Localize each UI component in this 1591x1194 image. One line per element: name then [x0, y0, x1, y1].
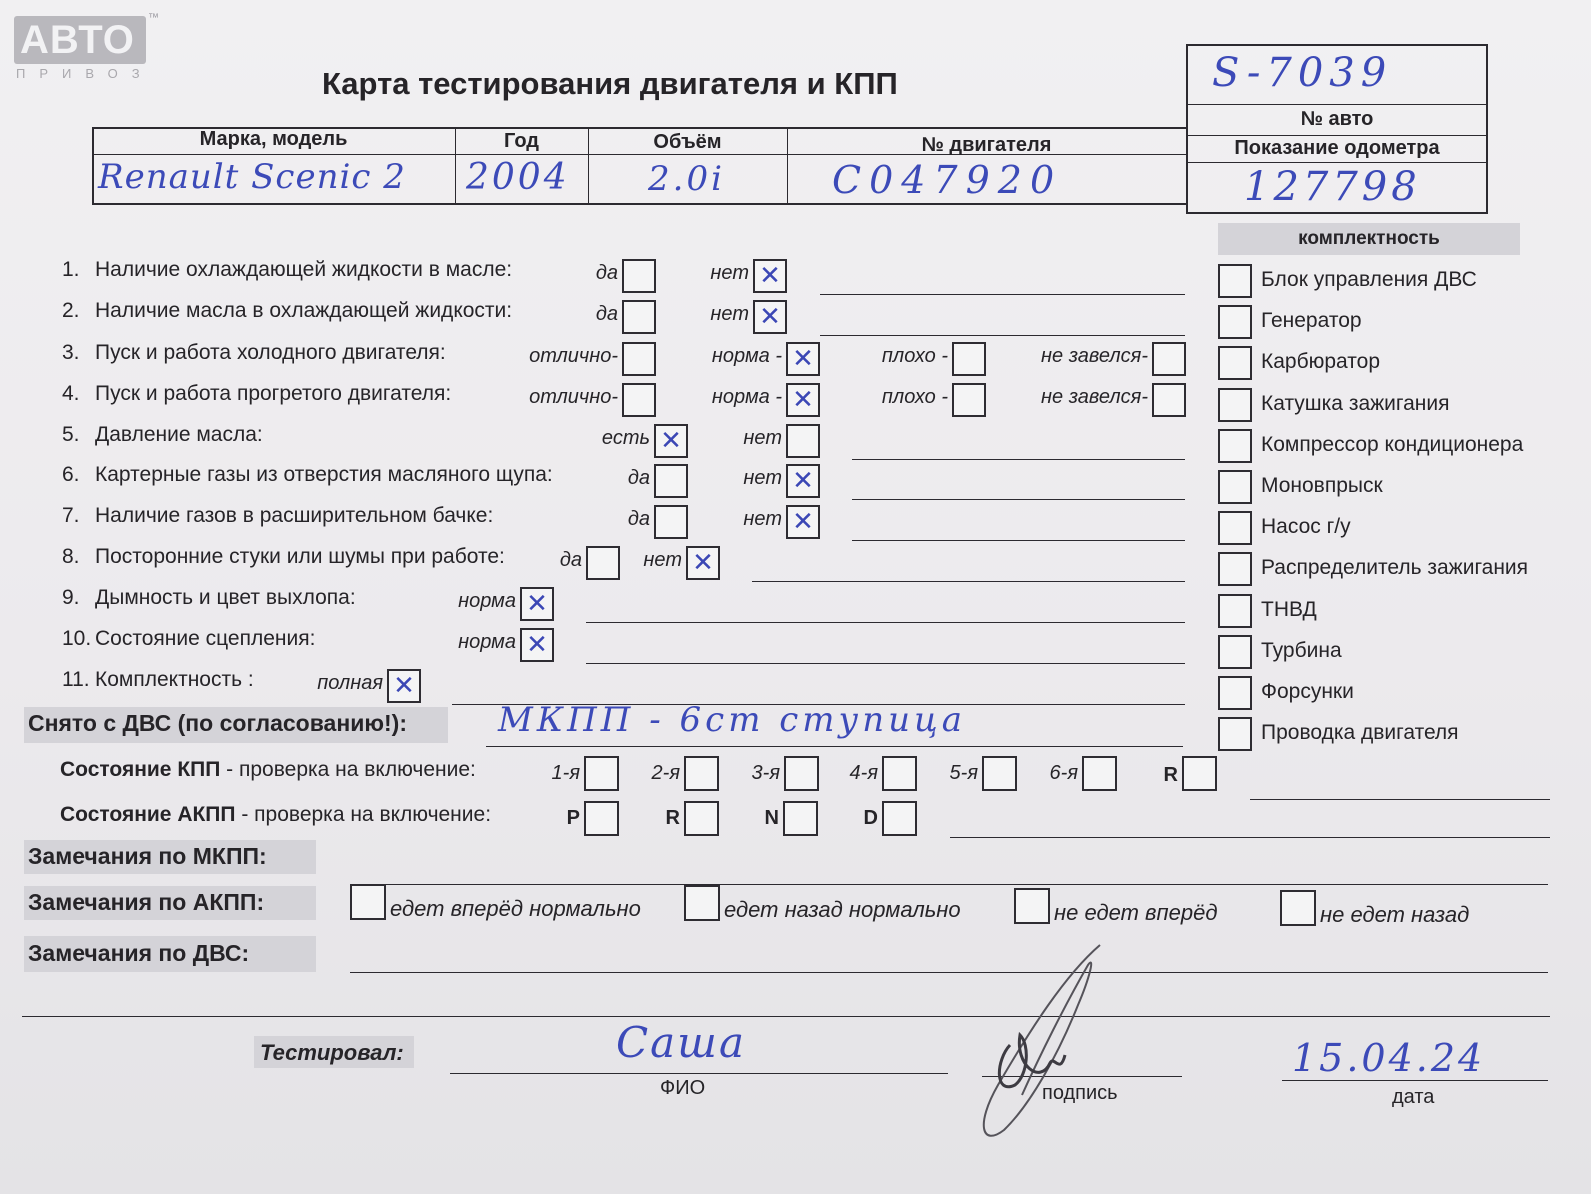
completeness-checkbox[interactable]	[1218, 511, 1252, 545]
item-notes-line	[586, 663, 1185, 664]
completeness-label: Распределитель зажигания	[1261, 556, 1529, 580]
completeness-checkbox[interactable]	[1218, 635, 1252, 669]
mode-label: P	[566, 807, 580, 829]
item-text: Давление масла:	[95, 423, 263, 446]
akpp-remark-label: едет вперёд нормально	[390, 896, 641, 921]
date-label: дата	[1392, 1086, 1435, 1108]
mode-checkbox[interactable]	[684, 801, 719, 836]
item-notes-line	[752, 581, 1185, 582]
item-text: Посторонние стуки или шумы при работе:	[95, 545, 505, 568]
check-mark: ✕	[393, 671, 415, 701]
option-checkbox[interactable]	[952, 383, 986, 417]
completeness-checkbox[interactable]	[1218, 470, 1252, 504]
akpp-remark-label: едет назад нормально	[724, 897, 961, 922]
option-checkbox[interactable]	[952, 342, 986, 376]
item-notes-line	[852, 459, 1185, 460]
completeness-label: Генератор	[1261, 309, 1362, 333]
gear-label: 1-я	[551, 762, 580, 784]
check-mark: ✕	[759, 302, 781, 332]
check-mark: ✕	[792, 466, 814, 496]
item-text: Картерные газы из отверстия масляного щупа:	[95, 463, 553, 486]
completeness-title: комплектность	[1298, 228, 1440, 249]
item-notes-line	[852, 540, 1185, 541]
gear-checkbox[interactable]	[784, 756, 819, 791]
make-model-value: Renault Scenic 2	[98, 157, 406, 197]
car-number-label: № авто	[1300, 108, 1374, 130]
gear-label: 6-я	[1049, 762, 1078, 784]
option-checkbox[interactable]	[1152, 342, 1186, 376]
check-mark: ✕	[759, 261, 781, 291]
gear-checkbox[interactable]	[982, 756, 1017, 791]
option-label: нет	[710, 262, 749, 284]
completeness-label: Катушка зажигания	[1261, 391, 1450, 415]
logo-subtitle: ПРИВОЗ	[16, 66, 154, 81]
completeness-label: Блок управления ДВС	[1261, 268, 1477, 291]
completeness-label: Проводка двигателя	[1261, 721, 1459, 745]
gear-label: 5-я	[949, 762, 978, 784]
kpp-label: Состояние КПП - проверка на включение:	[60, 758, 476, 781]
option-label: да	[627, 467, 650, 489]
check-mark: ✕	[792, 344, 814, 374]
col-make-model-label: Марка, модель	[199, 128, 348, 150]
option-label: не завелся-	[1041, 386, 1148, 408]
gear-checkbox[interactable]	[1082, 756, 1117, 791]
completeness-label: Турбина	[1261, 638, 1342, 662]
tested-by-label: Тестировал:	[260, 1040, 404, 1065]
option-checkbox[interactable]	[622, 383, 656, 417]
col-year-label: Год	[504, 130, 539, 152]
akpp-remark-checkbox[interactable]	[1014, 888, 1050, 924]
mode-label: R	[665, 807, 680, 829]
handwritten-signature	[970, 935, 1120, 1150]
item-text: Пуск и работа холодного двигателя:	[95, 341, 446, 364]
item-number: 1.	[62, 258, 80, 281]
gear-label: 4-я	[849, 762, 878, 784]
remarks-mkpp-label: Замечания по МКПП:	[28, 843, 267, 869]
item-number: 8.	[62, 545, 80, 568]
item-number: 6.	[62, 463, 80, 486]
option-label: есть	[601, 427, 650, 449]
avtoprivoz-logo	[14, 12, 159, 64]
remarks-dvs-label: Замечания по ДВС:	[28, 940, 250, 966]
gear-label: 2-я	[651, 762, 680, 784]
col-engine-number-label: № двигателя	[921, 134, 1052, 156]
item-number: 5.	[62, 423, 80, 446]
akpp-label: Состояние АКПП - проверка на включение:	[60, 803, 492, 826]
item-notes-line	[820, 335, 1185, 336]
removed-label: Снято с ДВС (по согласованию!):	[28, 710, 407, 736]
odometer-value: 127798	[1244, 164, 1421, 210]
option-checkbox[interactable]	[387, 669, 421, 703]
option-label: норма	[458, 590, 516, 612]
option-label: не завелся-	[1041, 345, 1148, 367]
page-title: Карта тестирования двигателя и КПП	[322, 66, 898, 101]
signature-label: подпись	[1042, 1082, 1118, 1104]
option-checkbox[interactable]	[753, 259, 787, 293]
date-value: 15.04.24	[1292, 1036, 1486, 1080]
option-label: полная	[317, 672, 383, 694]
akpp-remark-label: не едет назад	[1320, 902, 1470, 927]
completeness-checkbox[interactable]	[1218, 594, 1252, 628]
option-checkbox[interactable]	[786, 424, 820, 458]
item-number: 2.	[62, 299, 80, 322]
check-mark: ✕	[692, 548, 714, 578]
logo-tm: ™	[148, 12, 159, 24]
removed-value: МКПП - 6ст ступица	[498, 700, 967, 740]
check-mark: ✕	[526, 589, 548, 619]
option-checkbox[interactable]	[1152, 383, 1186, 417]
check-mark: ✕	[660, 426, 682, 456]
item-text: Наличие газов в расширительном бачке:	[95, 504, 494, 527]
year-value: 2004	[466, 157, 570, 198]
volume-value: 2.0i	[648, 159, 725, 199]
item-number: 10.	[62, 627, 92, 650]
item-text: Комплектность :	[95, 668, 254, 691]
completeness-label: Насос г/у	[1261, 515, 1351, 539]
gear-checkbox[interactable]	[584, 756, 619, 791]
option-label: норма -	[711, 345, 782, 367]
akpp-remark-checkbox[interactable]	[684, 885, 720, 921]
remarks-akpp-label: Замечания по АКПП:	[28, 889, 265, 915]
option-label: норма	[458, 631, 516, 653]
option-label: нет	[710, 303, 749, 325]
completeness-label: ТНВД	[1261, 597, 1317, 621]
option-checkbox[interactable]	[622, 342, 656, 376]
engine-number-value: C047920	[832, 158, 1063, 202]
item-text: Пуск и работа прогретого двигателя:	[95, 382, 452, 405]
akpp-remark-checkbox[interactable]	[1280, 890, 1316, 926]
option-label: да	[627, 508, 650, 530]
check-mark: ✕	[792, 507, 814, 537]
item-notes-line	[852, 499, 1185, 500]
col-volume-label: Объём	[653, 131, 722, 153]
item-number: 7.	[62, 504, 80, 527]
gear-checkbox[interactable]	[684, 756, 719, 791]
option-checkbox[interactable]	[786, 505, 820, 539]
option-label: отлично-	[529, 386, 618, 408]
completeness-checkbox[interactable]	[1218, 264, 1252, 298]
mode-label: N	[764, 807, 779, 829]
mode-checkbox[interactable]	[783, 801, 818, 836]
completeness-checkbox[interactable]	[1218, 388, 1252, 422]
gear-label: R	[1163, 764, 1178, 786]
logo-main: АВТО	[20, 18, 135, 62]
mode-checkbox[interactable]	[584, 801, 619, 836]
car-number-value: S-7039	[1212, 50, 1393, 96]
option-label: нет	[743, 427, 782, 449]
option-label: да	[595, 303, 618, 325]
option-label: норма -	[711, 386, 782, 408]
completeness-label: Моновпрыск	[1261, 474, 1383, 497]
item-number: 4.	[62, 382, 80, 405]
completeness-checkbox[interactable]	[1218, 676, 1252, 710]
completeness-checkbox[interactable]	[1218, 717, 1252, 751]
option-label: нет	[743, 508, 782, 530]
item-text: Состояние сцепления:	[95, 627, 316, 650]
option-label: плохо -	[881, 345, 948, 367]
item-notes-line	[820, 294, 1185, 295]
gear-label: 3-я	[751, 762, 780, 784]
completeness-label: Форсунки	[1261, 680, 1354, 703]
option-checkbox[interactable]	[520, 628, 554, 662]
item-number: 9.	[62, 586, 80, 609]
item-number: 11.	[62, 668, 90, 691]
option-checkbox[interactable]	[520, 587, 554, 621]
option-checkbox[interactable]	[786, 342, 820, 376]
gear-checkbox[interactable]	[882, 756, 917, 791]
option-label: нет	[743, 467, 782, 489]
item-number: 3.	[62, 341, 80, 364]
odometer-label: Показание одометра	[1234, 137, 1440, 159]
check-mark: ✕	[526, 630, 548, 660]
completeness-checkbox[interactable]	[1218, 305, 1252, 339]
option-label: плохо -	[881, 386, 948, 408]
akpp-remark-label: не едет вперёд	[1054, 900, 1218, 925]
completeness-checkbox[interactable]	[1218, 346, 1252, 380]
gear-checkbox[interactable]	[1182, 756, 1217, 791]
completeness-checkbox[interactable]	[1218, 429, 1252, 463]
option-label: нет	[643, 549, 682, 571]
mode-checkbox[interactable]	[882, 801, 917, 836]
completeness-label: Компрессор кондиционера	[1261, 432, 1524, 456]
option-checkbox[interactable]	[686, 546, 720, 580]
item-notes-line	[586, 622, 1185, 623]
option-checkbox[interactable]	[786, 464, 820, 498]
tester-name: Саша	[616, 1018, 747, 1067]
option-checkbox[interactable]	[753, 300, 787, 334]
completeness-label: Карбюратор	[1261, 350, 1381, 374]
item-text: Дымность и цвет выхлопа:	[95, 586, 356, 609]
item-text: Наличие охлаждающей жидкости в масле:	[95, 258, 513, 281]
check-mark: ✕	[792, 385, 814, 415]
item-text: Наличие масла в охлаждающей жидкости:	[95, 299, 513, 322]
option-checkbox[interactable]	[786, 383, 820, 417]
mode-label: D	[863, 807, 878, 829]
completeness-checkbox[interactable]	[1218, 552, 1252, 586]
fio-label: ФИО	[660, 1077, 706, 1099]
option-label: да	[559, 549, 582, 571]
akpp-remark-checkbox[interactable]	[350, 884, 386, 920]
option-label: отлично-	[529, 345, 618, 367]
option-label: да	[595, 262, 618, 284]
